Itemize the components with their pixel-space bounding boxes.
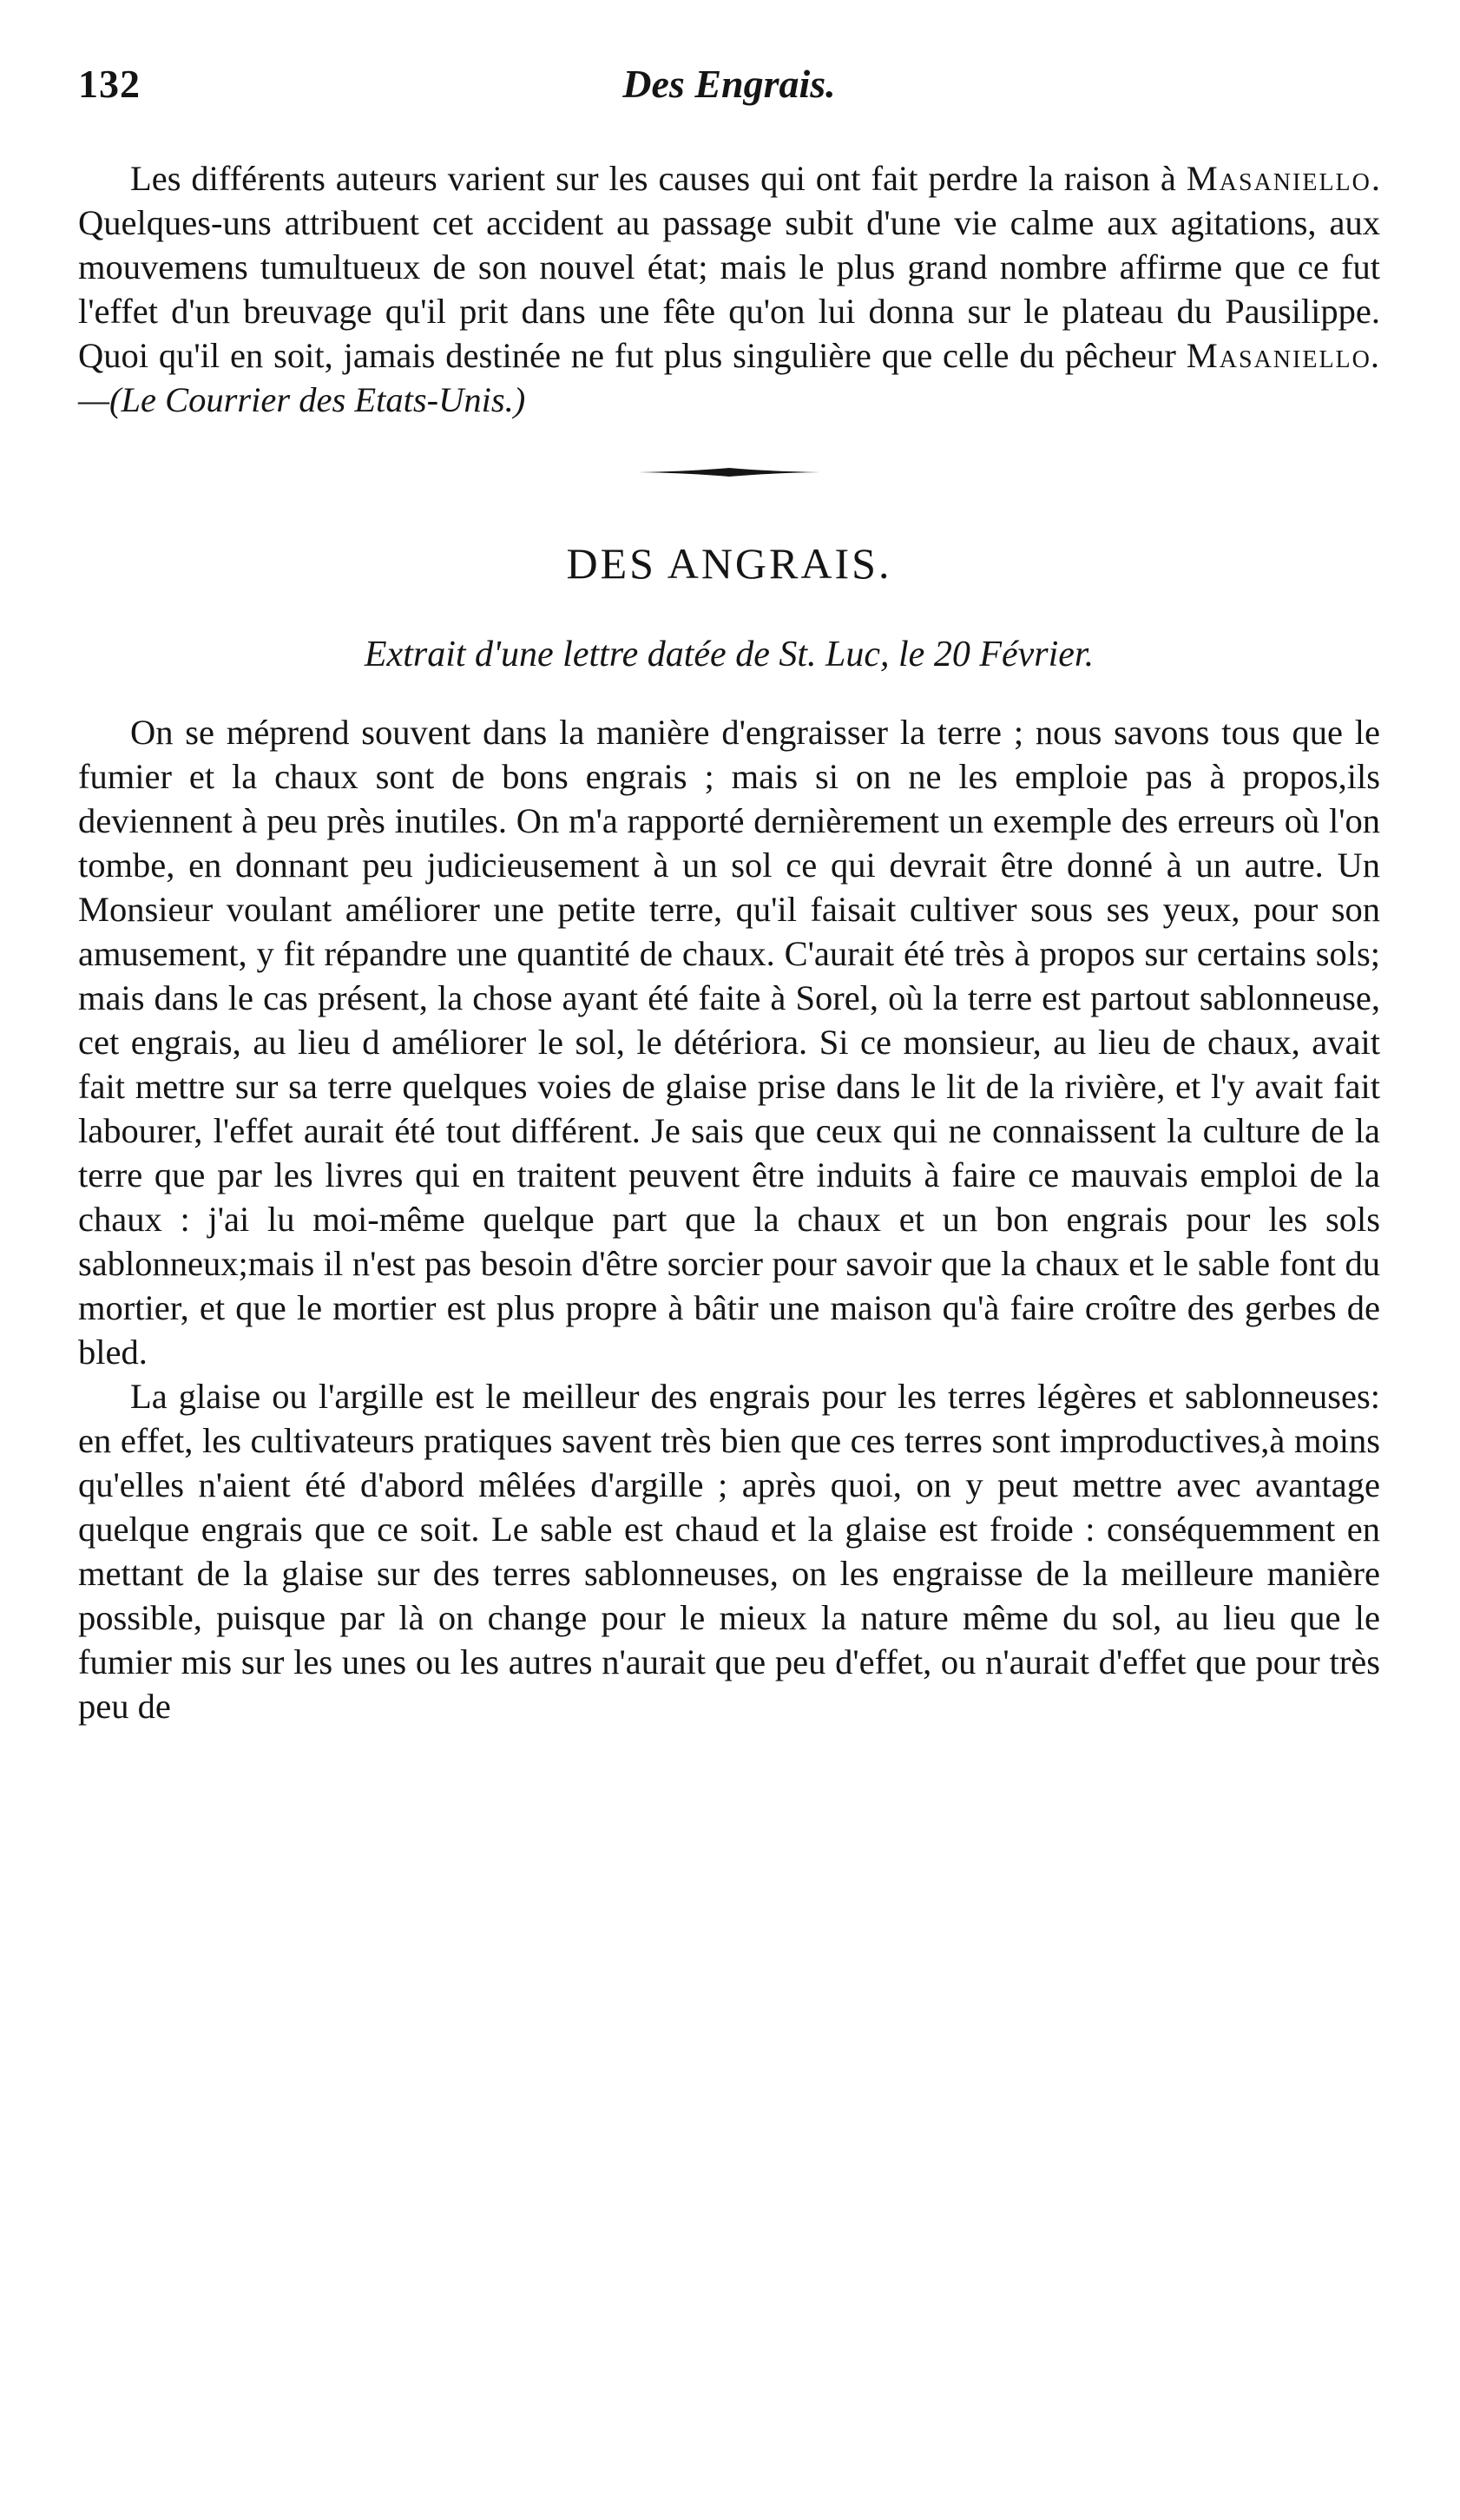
section-divider xyxy=(638,467,820,477)
running-title: Des Engrais. xyxy=(622,62,836,106)
article-body xyxy=(78,710,1380,1728)
paragraph-text: Les différents auteurs varient sur les causes qui ont fait perdre la raison à xyxy=(130,159,1176,198)
page-number: 132 xyxy=(78,62,141,106)
person-name: Masaniello xyxy=(1186,159,1371,198)
body-paragraph: On se méprend souvent dans la manière d'engraisser la terre ; nous savons tous que le fumier et la chaux sont de bons engrais ; mais si on ne les emploie pas à propos,ils deviennent à peu près inutiles. On m'a rapporté dernièrement un exemple des erreurs où l'on tombe, en donnant peu judicieusement à un sol ce qui devrait être donné à un autre. Un Monsieur voulant améliorer une petite terre, qu'il faisait cultiver sous ses yeux, pour son amusement, y fit répandre une quantité de chaux. C'aurait été très à propos sur certains sols; mais dans le cas présent, la chose ayant été faite à Sorel, où la terre est partout sablonneuse, cet engrais, au lieu d améliorer le sol, le détériora. Si ce monsieur, au lieu de chaux, avait fait mettre sur sa terre quelques voies de glaise prise dans le lit de la rivière, et l'y avait fait labourer, l'effet aurait été tout différent. Je sais que ceux qui ne connaissent la culture de la terre que par les livres qui en traitent peuvent être induits à faire ce mauvais emploi de la chaux : j'ai lu moi-même quelque part que la chaux et un bon engrais pour les sols sablonneux;mais il n'est pas besoin d'être sorcier pour savoir que la chaux et le sable font du mortier, et que le mortier est plus propre à bâtir une maison qu'à faire croître des gerbes de bled. xyxy=(78,713,1380,1372)
body-paragraph: La glaise ou l'argille est le meilleur des engrais pour les terres légères et sablonneuses: en effet, les cultivateurs pratiques savent très bien que ces terres sont improductives,à moins qu'elles n'aient été d'abord mêlées d'argille ; après quoi, on y peut mettre avec avantage quelque engrais que ce soit. Le sable est chaud et la glaise est froide : conséquemment en mettant de la glaise sur des terres sablonneuses, on les engraisse de la meilleure manière possible, puisque par là on change pour le mieux la nature même du sol, au lieu que le fumier mis sur les unes ou les autres n'aurait que peu d'effet, ou n'aurait d'effet que pour très peu de xyxy=(78,1377,1380,1726)
letter-dateline: Extrait d'une lettre datée de St. Luc, le 20 Février. xyxy=(364,635,1095,674)
paragraph-text: . Quelques-uns attribuent cet accident au passage subit d'une vie calme aux agitations, aux mouvemens tumultueux de son nouvel état; mais le plus grand nombre affirme que ce fut l'effet d'un breuvage qu'il prit dans une fête qu'on lui donna sur le plateau du Pausilippe. Quoi qu'il en soit, jamais destinée ne fut plus singulière que celle du pêcheur xyxy=(78,159,1380,375)
masaniello-paragraph xyxy=(78,156,1380,422)
source-citation: .—(Le Courrier des Etats-Unis.) xyxy=(78,336,1380,419)
section-heading: DES ANGRAIS. xyxy=(566,539,892,588)
person-name: Masaniello xyxy=(1186,336,1371,375)
article-masaniello-ending xyxy=(78,156,1380,422)
book-page xyxy=(78,61,1380,1728)
running-head xyxy=(78,61,1380,122)
